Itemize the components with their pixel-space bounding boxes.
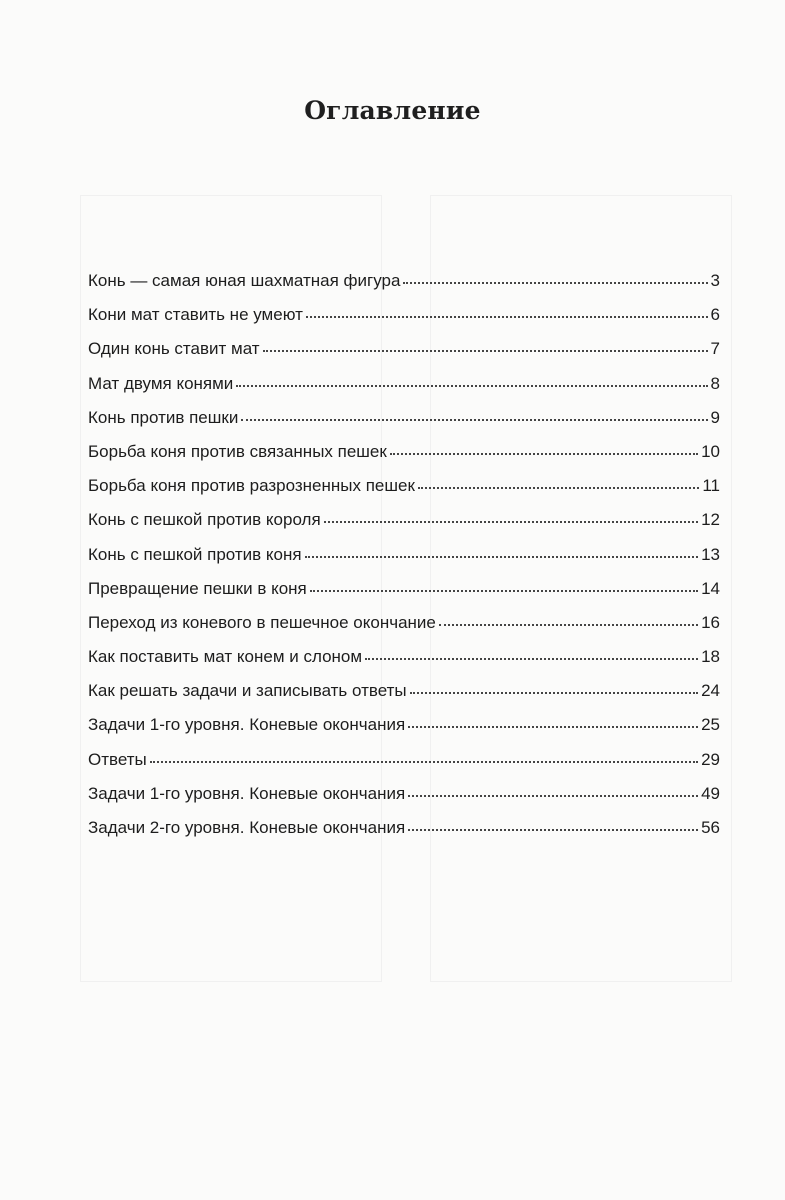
toc-leader-dots	[418, 487, 699, 489]
toc-entry-title: Переход из коневого в пешечное окончание	[88, 612, 436, 632]
toc-leader-dots	[390, 453, 698, 455]
toc-entry-page: 7	[710, 339, 720, 359]
toc-leader-dots	[241, 419, 707, 421]
toc-entry-page: 12	[701, 510, 720, 530]
page-title: Оглавление	[304, 96, 481, 125]
toc-entry-page: 25	[701, 715, 720, 735]
toc-leader-dots	[310, 590, 698, 592]
toc-leader-dots	[403, 282, 707, 284]
toc-entry-title: Конь — самая юная шахматная фигура	[88, 271, 401, 290]
toc-entry	[88, 606, 720, 640]
toc-leader-dots	[439, 624, 698, 626]
toc-entry	[88, 674, 720, 708]
toc-leader-dots	[410, 692, 698, 694]
toc-leader-dots	[236, 385, 707, 387]
toc-entry-page: 3	[710, 271, 720, 290]
toc-entry-page: 56	[701, 818, 720, 837]
toc-entry	[88, 401, 720, 435]
toc-entry-title: Кони мат ставить не умеют	[88, 305, 303, 325]
toc-entry-page: 11	[702, 476, 720, 496]
toc-entry	[88, 298, 720, 332]
toc-entry	[88, 811, 720, 845]
toc-entry-title: Борьба коня против разрозненных пешек	[88, 476, 415, 496]
toc-leader-dots	[263, 350, 708, 352]
toc-entry-page: 10	[701, 441, 720, 461]
table-of-contents	[88, 264, 720, 845]
toc-leader-dots	[305, 556, 698, 558]
toc-entry-page: 9	[710, 407, 720, 427]
toc-entry	[88, 367, 720, 401]
toc-entry	[88, 572, 720, 606]
toc-entry-title: Борьба коня против связанных пешек	[88, 441, 387, 461]
toc-entry	[88, 503, 720, 537]
toc-entry-page: 24	[701, 681, 720, 701]
toc-entry	[88, 743, 720, 777]
toc-entry-title: Один конь ставит мат	[88, 339, 260, 359]
toc-leader-dots	[408, 795, 698, 797]
toc-entry-page: 29	[701, 749, 720, 769]
toc-entry	[88, 640, 720, 674]
toc-entry	[88, 469, 720, 503]
toc-entry-page: 14	[701, 578, 720, 598]
toc-entry-title: Превращение пешки в коня	[88, 578, 307, 598]
toc-entry-title: Задачи 1-го уровня. Коневые окончания	[88, 715, 406, 735]
toc-leader-dots	[150, 761, 698, 763]
toc-entry-page: 8	[710, 373, 720, 393]
toc-leader-dots	[306, 316, 708, 318]
toc-entry-title: Конь с пешкой против короля	[88, 510, 321, 530]
toc-leader-dots	[324, 521, 698, 523]
toc-entry	[88, 264, 720, 298]
toc-entry-title: Задачи 1-го уровня. Коневые окончания	[88, 783, 406, 803]
toc-entry-title: Мат двумя конями	[88, 373, 234, 393]
toc-entry-page: 18	[701, 647, 720, 667]
toc-entry	[88, 538, 720, 572]
toc-entry-page: 49	[701, 783, 720, 803]
toc-entry-title: Ответы	[88, 749, 147, 769]
toc-entry-page: 16	[701, 612, 720, 632]
toc-entry-title: Как решать задачи и записывать ответы	[88, 681, 407, 701]
toc-leader-dots	[408, 726, 698, 728]
toc-entry-title: Задачи 2-го уровня. Коневые окончания	[88, 818, 406, 837]
toc-entry-title: Конь против пешки	[88, 407, 239, 427]
toc-entry	[88, 435, 720, 469]
toc-entry-page: 6	[710, 305, 720, 325]
toc-leader-dots	[408, 829, 698, 831]
toc-entry-title: Как поставить мат конем и слоном	[88, 647, 363, 667]
toc-entry	[88, 708, 720, 742]
toc-leader-dots	[365, 658, 698, 660]
toc-entry-page: 13	[701, 544, 720, 564]
toc-entry	[88, 332, 720, 366]
toc-entry	[88, 777, 720, 811]
toc-entry-title: Конь с пешкой против коня	[88, 544, 302, 564]
